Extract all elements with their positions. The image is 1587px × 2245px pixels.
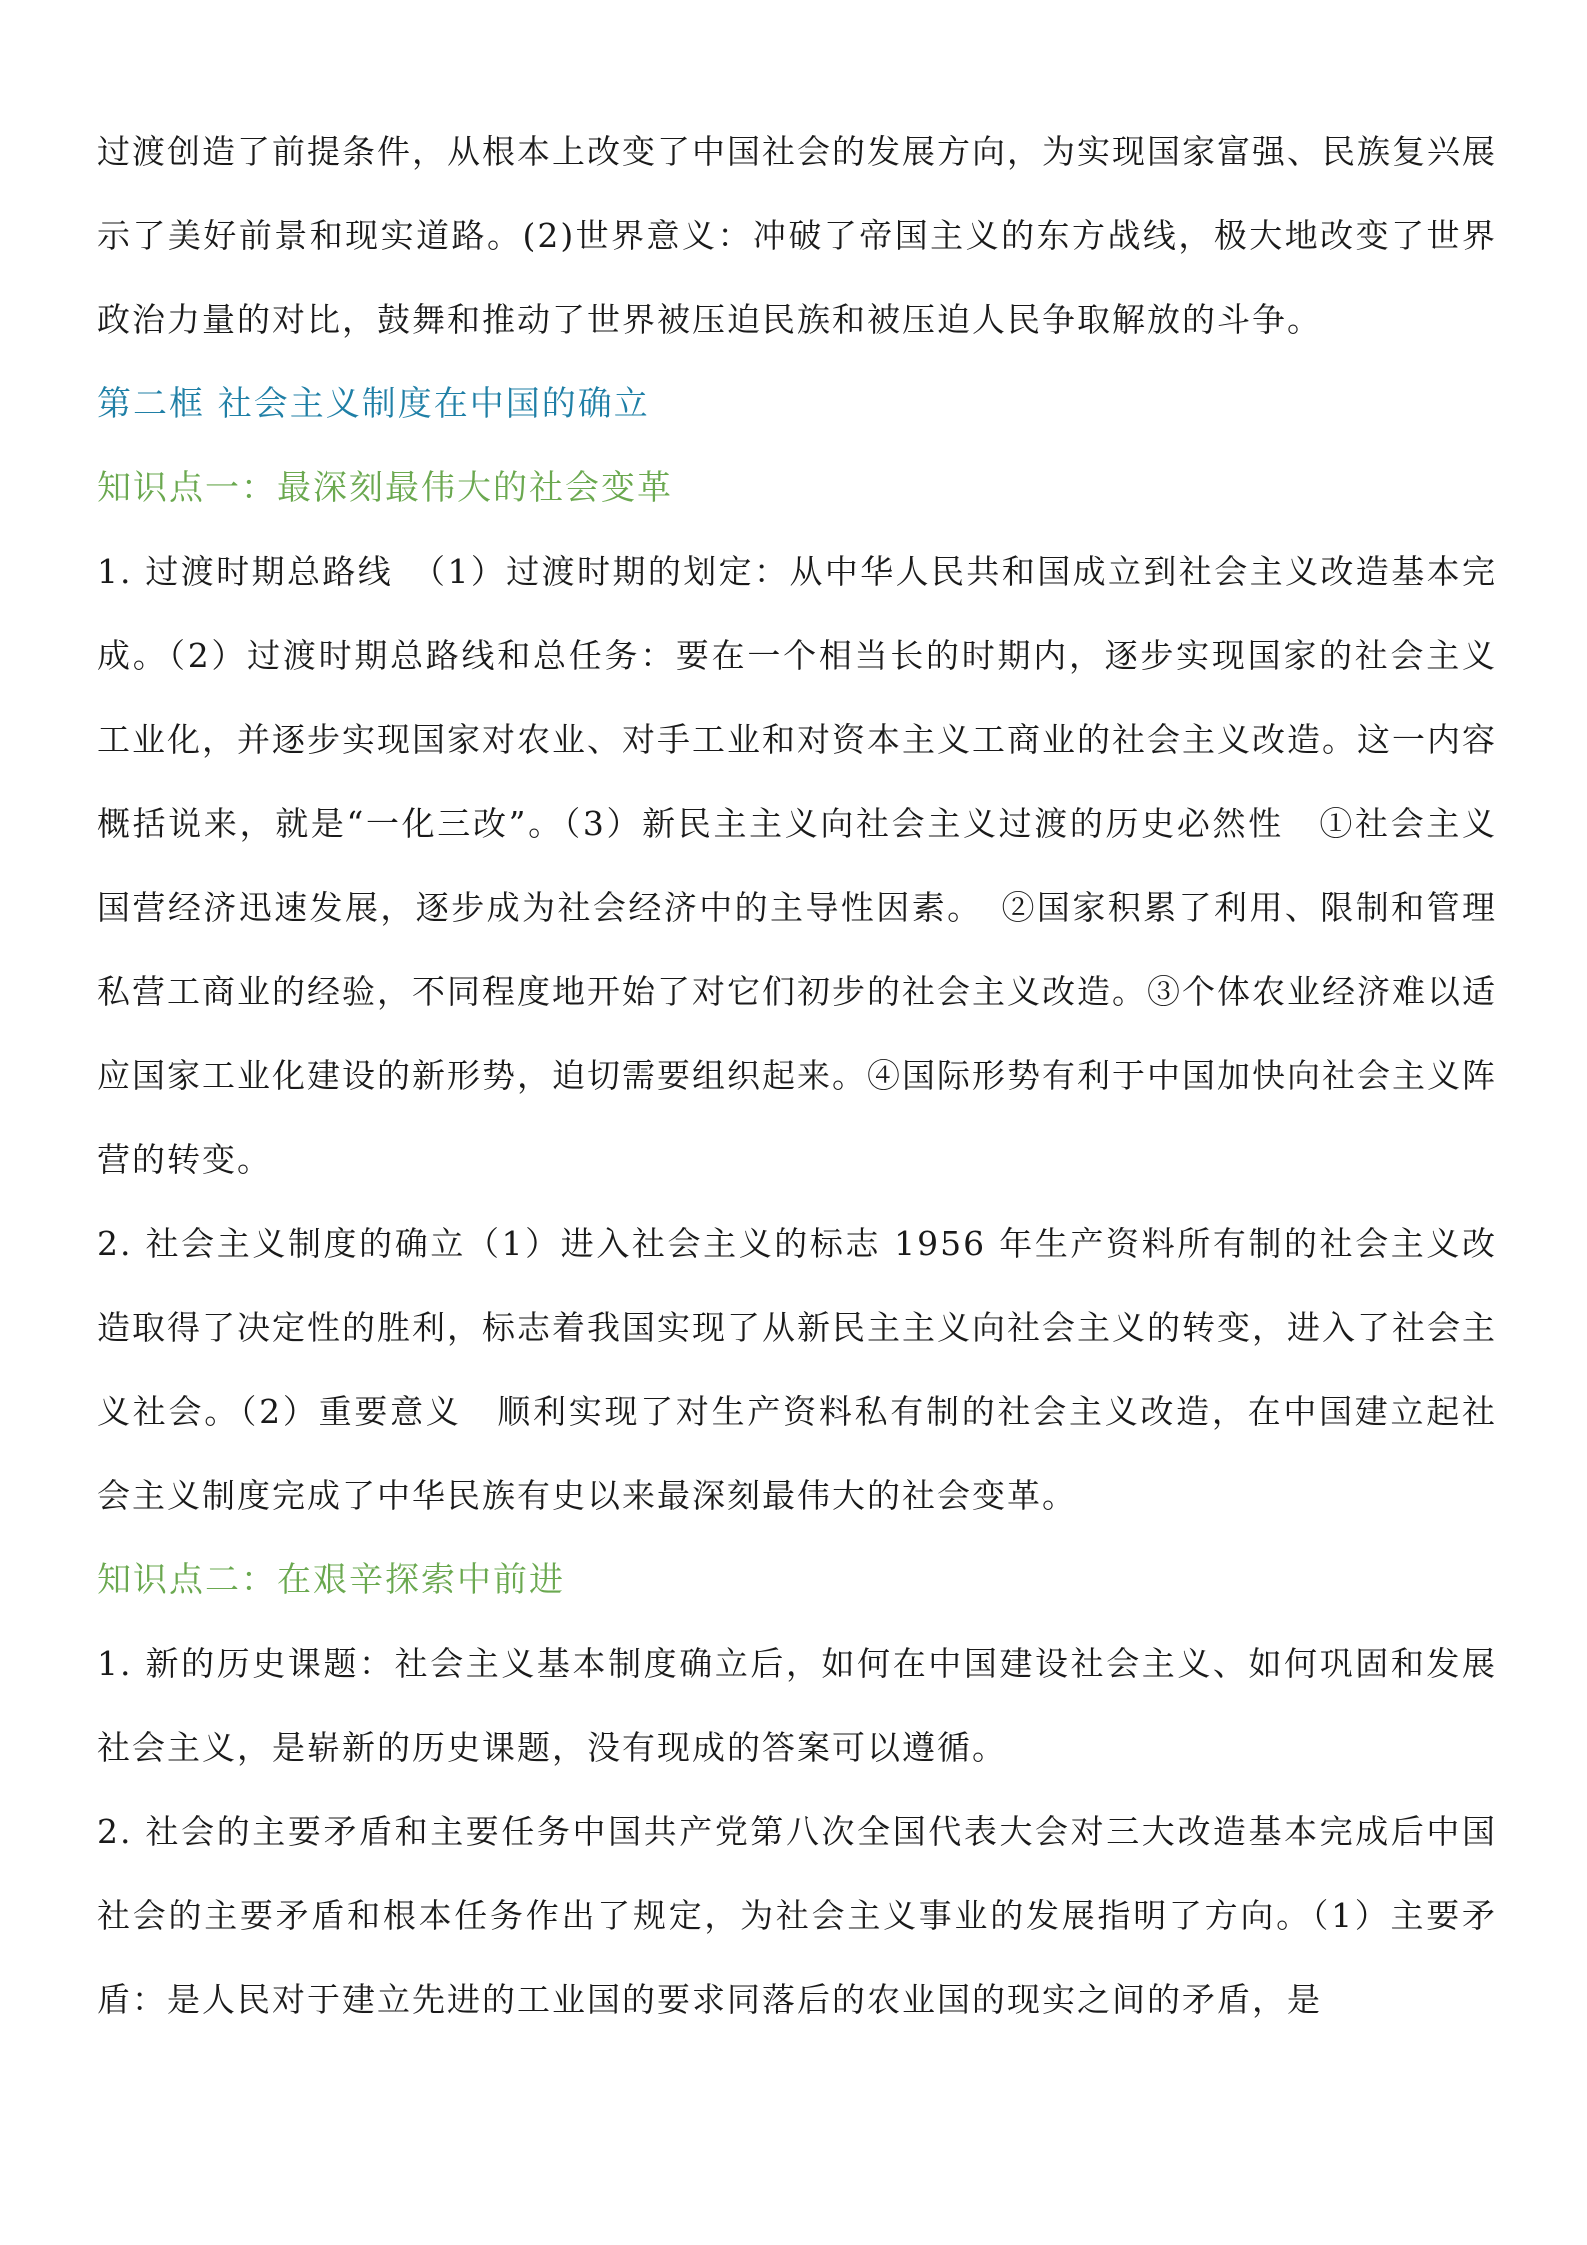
paragraph-world-significance: 过渡创造了前提条件，从根本上改变了中国社会的发展方向，为实现国家富强、民族复兴展示了美好前景和现实道路。(2)世界意义：冲破了帝国主义的东方战线，极大地改变了世界政治力量的对比，鼓舞和推动了世界被压迫民族和被压迫人民争取解放的斗争。 (97, 132, 1497, 339)
paragraph-main-contradiction: 2. 社会的主要矛盾和主要任务中国共产党第八次全国代表大会对三大改造基本完成后中国社会的主要矛盾和根本任务作出了规定，为社会主义事业的发展指明了方向。（1）主要矛盾：是人民对于建立先进的工业国的要求同落后的农业国的现实之间的矛盾，是 (97, 1812, 1497, 2019)
paragraph-transition-general-line: 1. 过渡时期总路线 （1）过渡时期的划定：从中华人民共和国成立到社会主义改造基本完成。（2）过渡时期总路线和总任务：要在一个相当长的时期内，逐步实现国家的社会主义工业化，并逐步实现国家对农业、对手工业和对资本主义工商业的社会主义改造。这一内容概括说来，就是“一化三改”。（3）新民主主义向社会主义过渡的历史必然性 ①社会主义国营经济迅速发展，逐步成为社会经济中的主导性因素。 ②国家积累了利用、限制和管理私营工商业的经验，不同程度地开始了对它们初步的社会主义改造。③个体农业经济难以适应国家工业化建设的新形势，迫切需要组织起来。④国际形势有利于中国加快向社会主义阵营的转变。 (97, 552, 1497, 1179)
paragraph-new-historical-topic: 1. 新的历史课题：社会主义基本制度确立后，如何在中国建设社会主义、如何巩固和发展社会主义，是崭新的历史课题，没有现成的答案可以遵循。 (97, 1644, 1497, 1767)
document-content (97, 110, 1497, 2042)
knowledge-point-two-heading: 知识点二：在艰辛探索中前进 (97, 1560, 565, 1600)
frame-heading-second: 第二框 社会主义制度在中国的确立 (97, 384, 650, 424)
knowledge-point-one-heading: 知识点一：最深刻最伟大的社会变革 (97, 468, 673, 508)
paragraph-socialist-system-establishment: 2. 社会主义制度的确立（1）进入社会主义的标志 1956 年生产资料所有制的社会主义改造取得了决定性的胜利，标志着我国实现了从新民主主义向社会主义的转变，进入了社会主义社会。（2）重要意义 顺利实现了对生产资料私有制的社会主义改造，在中国建立起社会主义制度完成了中华民族有史以来最深刻最伟大的社会变革。 (97, 1224, 1497, 1515)
